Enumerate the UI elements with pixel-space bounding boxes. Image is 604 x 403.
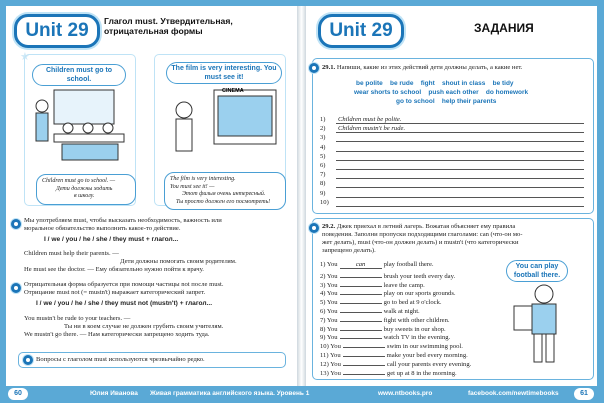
page-title xyxy=(104,16,233,36)
item-text: buy sweets in our shop. xyxy=(383,325,446,333)
example-2: You mustn't be rude to your teachers. — Ты ни в коем случае не должен грубить своим учителям. We mustn't go there. — Нам категорически запрещено ходить туда. xyxy=(24,315,224,338)
answer-line-number: 4) xyxy=(320,143,326,151)
blank-input[interactable] xyxy=(340,331,382,339)
item-number: 3) You xyxy=(320,281,338,289)
footer-website-link[interactable]: www.ntbooks.pro xyxy=(378,390,433,397)
exercise-29-2-text: 29.2. Джек приехал в летний лагерь. Вожатая объясняет ему правила поведения. Заполни пропуски подходящими глаголами: can (что-он мо- жет делать), must (что-он должен делать) и mustn't (что категорически запрещено делать). xyxy=(322,223,523,254)
unit-badge: Unit 29 xyxy=(14,14,100,48)
footer-author: Юлия Иванова xyxy=(90,390,138,397)
answer-line-number: 5) xyxy=(320,152,326,160)
item-number: 8) You xyxy=(320,325,338,333)
speech-bubble-left: Children must go to school. xyxy=(32,64,126,86)
item-text: fight with other children. xyxy=(383,316,450,324)
title-line-1: Глагол must. Утвердительная, xyxy=(104,16,233,26)
caption-right: The film is very interesting. You must see it! — Этот фильм очень интересный. Ты просто должен его посмотреть! xyxy=(164,172,286,210)
exercise-29-1-text: 29.1. Напиши, какие из этих действий дети должны делать, а какие нет. xyxy=(322,64,523,71)
unit-badge: Unit 29 xyxy=(318,14,404,48)
item-text: play on our sports grounds. xyxy=(383,290,456,298)
sample-answer: Children must be polite. xyxy=(338,116,402,123)
book-gutter xyxy=(297,6,306,386)
page-number-right: 61 xyxy=(574,388,594,400)
item-number: 13) You xyxy=(320,369,341,377)
bullet-icon xyxy=(10,282,22,294)
speech-bubble-right: The film is very interesting. You must see it! xyxy=(166,62,282,84)
word-bank-row-3: go to school help their parents xyxy=(396,98,497,105)
tasks-heading: ЗАДАНИЯ xyxy=(474,21,534,35)
blank-input[interactable] xyxy=(340,296,382,304)
cinema-sign: CINEMA xyxy=(222,88,244,94)
answer-line-number: 1) xyxy=(320,116,326,123)
item-number: 2) You xyxy=(320,272,338,280)
item-text: call your parents every evening. xyxy=(386,360,472,368)
caption-left: Children must go to school. — Дети должны ходить в школу. xyxy=(36,174,136,205)
answer-line[interactable] xyxy=(336,169,584,170)
blank-input[interactable] xyxy=(340,314,382,322)
example-1: Children must help their parents. — Дети должны помогать своим родителям. He must see the doctor. — Ему обязательно нужно пойти к врачу. xyxy=(24,250,237,273)
rule-paragraph-1: Мы употребляем must, чтобы высказать необходимость, важность или моральное обязательство выполнить какое-то действие. xyxy=(24,217,222,232)
item-text: play football there. xyxy=(383,261,434,268)
word-bank-row-1: be polite be rude fight shout in class be tidy xyxy=(356,80,514,87)
title-line-2: отрицательная формы xyxy=(104,26,203,36)
item-number: 9) You xyxy=(320,334,338,342)
item-text: brush your teeth every day. xyxy=(383,272,456,280)
answer-line-number: 7) xyxy=(320,171,326,179)
item-number: 11) You xyxy=(320,352,341,359)
item-text: walk at night. xyxy=(383,308,420,315)
blank-input[interactable] xyxy=(343,349,385,357)
answer-line[interactable] xyxy=(336,178,584,179)
answer-line[interactable] xyxy=(336,160,584,161)
item-text: make your bed every morning. xyxy=(386,352,468,359)
item-number: 12) You xyxy=(320,360,341,368)
item-number: 5) You xyxy=(320,299,338,307)
answer-line[interactable] xyxy=(336,187,584,188)
left-page xyxy=(6,6,297,386)
blank-input[interactable] xyxy=(343,340,385,348)
blank-input[interactable] xyxy=(343,367,385,375)
answer-line[interactable] xyxy=(336,206,584,207)
answer-line-number: 8) xyxy=(320,180,326,188)
counselor-speech-bubble: You can play football there. xyxy=(506,260,568,282)
answer-line-number: 9) xyxy=(320,189,326,197)
blank-input[interactable] xyxy=(340,305,382,313)
answer-line-number: 6) xyxy=(320,162,326,169)
blank-input[interactable] xyxy=(343,358,385,366)
footer-facebook-link[interactable]: facebook.com/newtimebooks xyxy=(468,390,559,397)
fill-in-item xyxy=(320,367,457,378)
blank-input[interactable] xyxy=(340,323,382,331)
right-page xyxy=(306,6,597,386)
blank-input[interactable] xyxy=(340,270,382,278)
item-number: 6) You xyxy=(320,308,338,315)
page-number-left: 60 xyxy=(8,388,28,400)
item-text: watch TV in the evening. xyxy=(383,334,451,342)
answer-line[interactable] xyxy=(336,197,584,198)
counselor-illustration xyxy=(510,282,580,372)
formula-negative: I / we / you / he / she / they must not (mustn't) + глагол... xyxy=(36,300,213,307)
rule-paragraph-2: Отрицательная форма образуется при помощи частицы not после must. Отрицание must not (= mustn't) выражает категорический запрет. xyxy=(24,281,224,296)
item-number: 4) You xyxy=(320,290,338,298)
blank-input[interactable] xyxy=(340,279,382,287)
item-text: swim in our swimming pool. xyxy=(386,343,463,351)
item-number: 10) You xyxy=(320,343,341,351)
sample-answer: Children mustn't be rude. xyxy=(338,125,406,133)
answer-line-number: 2) xyxy=(320,125,326,133)
item-text: get up at 8 in the morning. xyxy=(386,369,457,377)
item-number: 1) You xyxy=(320,261,338,268)
bullet-icon xyxy=(308,62,320,74)
star-decoration-icon: ★ xyxy=(20,51,30,63)
answer-line-number: 3) xyxy=(320,134,326,142)
bullet-icon xyxy=(10,218,22,230)
cinema-illustration xyxy=(154,84,284,164)
blank-input[interactable]: can xyxy=(340,261,382,269)
item-text: go to bed at 9 o'clock. xyxy=(383,299,442,307)
rule-paragraph-3: Вопросы с глаголом must используются чрезвычайно редко. xyxy=(36,356,205,363)
footer-book-title: Живая грамматика английского языка. Уровень 1 xyxy=(150,390,310,397)
item-number: 7) You xyxy=(320,316,338,324)
word-bank-row-2: wear shorts to school push each other do homework xyxy=(354,89,529,96)
answer-line-number: 10) xyxy=(320,198,329,206)
fill-in-item xyxy=(320,261,434,269)
bullet-icon xyxy=(22,354,34,366)
answer-line[interactable] xyxy=(336,141,584,142)
item-text: leave the camp. xyxy=(383,281,425,289)
bullet-icon xyxy=(308,222,320,234)
blank-input[interactable] xyxy=(340,287,382,295)
classroom-illustration xyxy=(24,86,134,166)
formula-affirmative: I / we / you / he / she / they must + глагол... xyxy=(44,236,179,243)
answer-line[interactable] xyxy=(336,151,584,152)
